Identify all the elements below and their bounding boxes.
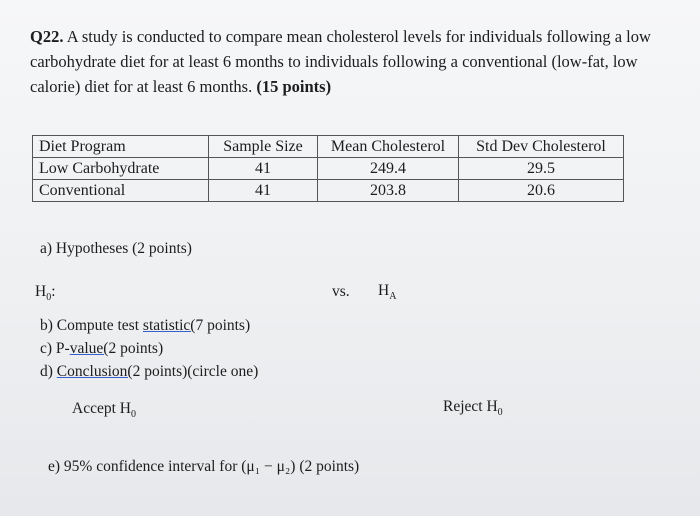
table-cell: 41 bbox=[209, 158, 318, 180]
table-row bbox=[33, 158, 624, 180]
part-b-label bbox=[40, 317, 250, 335]
reject-subscript: 0 bbox=[497, 407, 503, 419]
table-cell: Low Carbohydrate bbox=[33, 158, 209, 180]
part-c-underlined: value( bbox=[69, 340, 109, 357]
alt-hypothesis-label bbox=[378, 282, 396, 302]
table-header-cell: Diet Program bbox=[33, 136, 209, 158]
h0-letter: H bbox=[35, 283, 47, 300]
data-table bbox=[32, 135, 624, 202]
table-cell: 41 bbox=[209, 180, 318, 202]
table-cell: Conventional bbox=[33, 180, 209, 202]
vs-label: vs. bbox=[332, 283, 350, 300]
table-header-cell: Std Dev Cholesterol bbox=[459, 136, 624, 158]
reject-text: Reject H bbox=[443, 398, 498, 415]
part-d-underlined: Conclusion( bbox=[56, 363, 133, 380]
part-b-suffix: 7 points) bbox=[195, 317, 251, 334]
table-row bbox=[33, 180, 624, 202]
table-header-row bbox=[33, 136, 624, 158]
part-b-prefix: b) Compute test bbox=[40, 317, 143, 334]
accept-text: Accept H bbox=[72, 400, 131, 417]
table-cell: 20.6 bbox=[459, 180, 624, 202]
part-c-label bbox=[40, 340, 163, 358]
table-cell: 249.4 bbox=[318, 158, 459, 180]
part-a-label: a) Hypotheses (2 points) bbox=[40, 240, 192, 257]
part-c-prefix: c) P- bbox=[40, 340, 70, 357]
part-e-label: e) 95% confidence interval for (μ₁ − μ₂) (2 points) bbox=[48, 458, 360, 475]
question-text bbox=[30, 24, 680, 99]
part-c-suffix: 2 points) bbox=[108, 340, 164, 357]
table-header-cell: Sample Size bbox=[209, 136, 318, 158]
part-d-label bbox=[40, 363, 258, 381]
question-body: A study is conducted to compare mean cholesterol levels for individuals following a low carbohydrate diet for at least 6 months to individuals following a conventional (low-fat, low calorie) diet for at least 6 months. bbox=[30, 27, 651, 96]
reject-h0-option[interactable] bbox=[443, 398, 503, 418]
table-cell: 29.5 bbox=[459, 158, 624, 180]
ha-subscript: A bbox=[389, 291, 397, 303]
ha-letter: H bbox=[378, 282, 390, 299]
accept-h0-option[interactable] bbox=[72, 400, 136, 420]
null-hypothesis-label bbox=[35, 283, 56, 303]
question-number: Q22. bbox=[30, 27, 64, 46]
part-d-suffix: 2 points)(circle one) bbox=[132, 363, 259, 380]
table-header-cell: Mean Cholesterol bbox=[318, 136, 459, 158]
h0-subscript: 0 bbox=[46, 292, 52, 304]
question-points: (15 points) bbox=[256, 77, 332, 96]
part-d-prefix: d) bbox=[40, 363, 57, 380]
part-b-underlined: statistic( bbox=[142, 317, 196, 334]
table-cell: 203.8 bbox=[318, 180, 459, 202]
accept-subscript: 0 bbox=[130, 409, 136, 421]
h0-colon: : bbox=[51, 283, 56, 300]
